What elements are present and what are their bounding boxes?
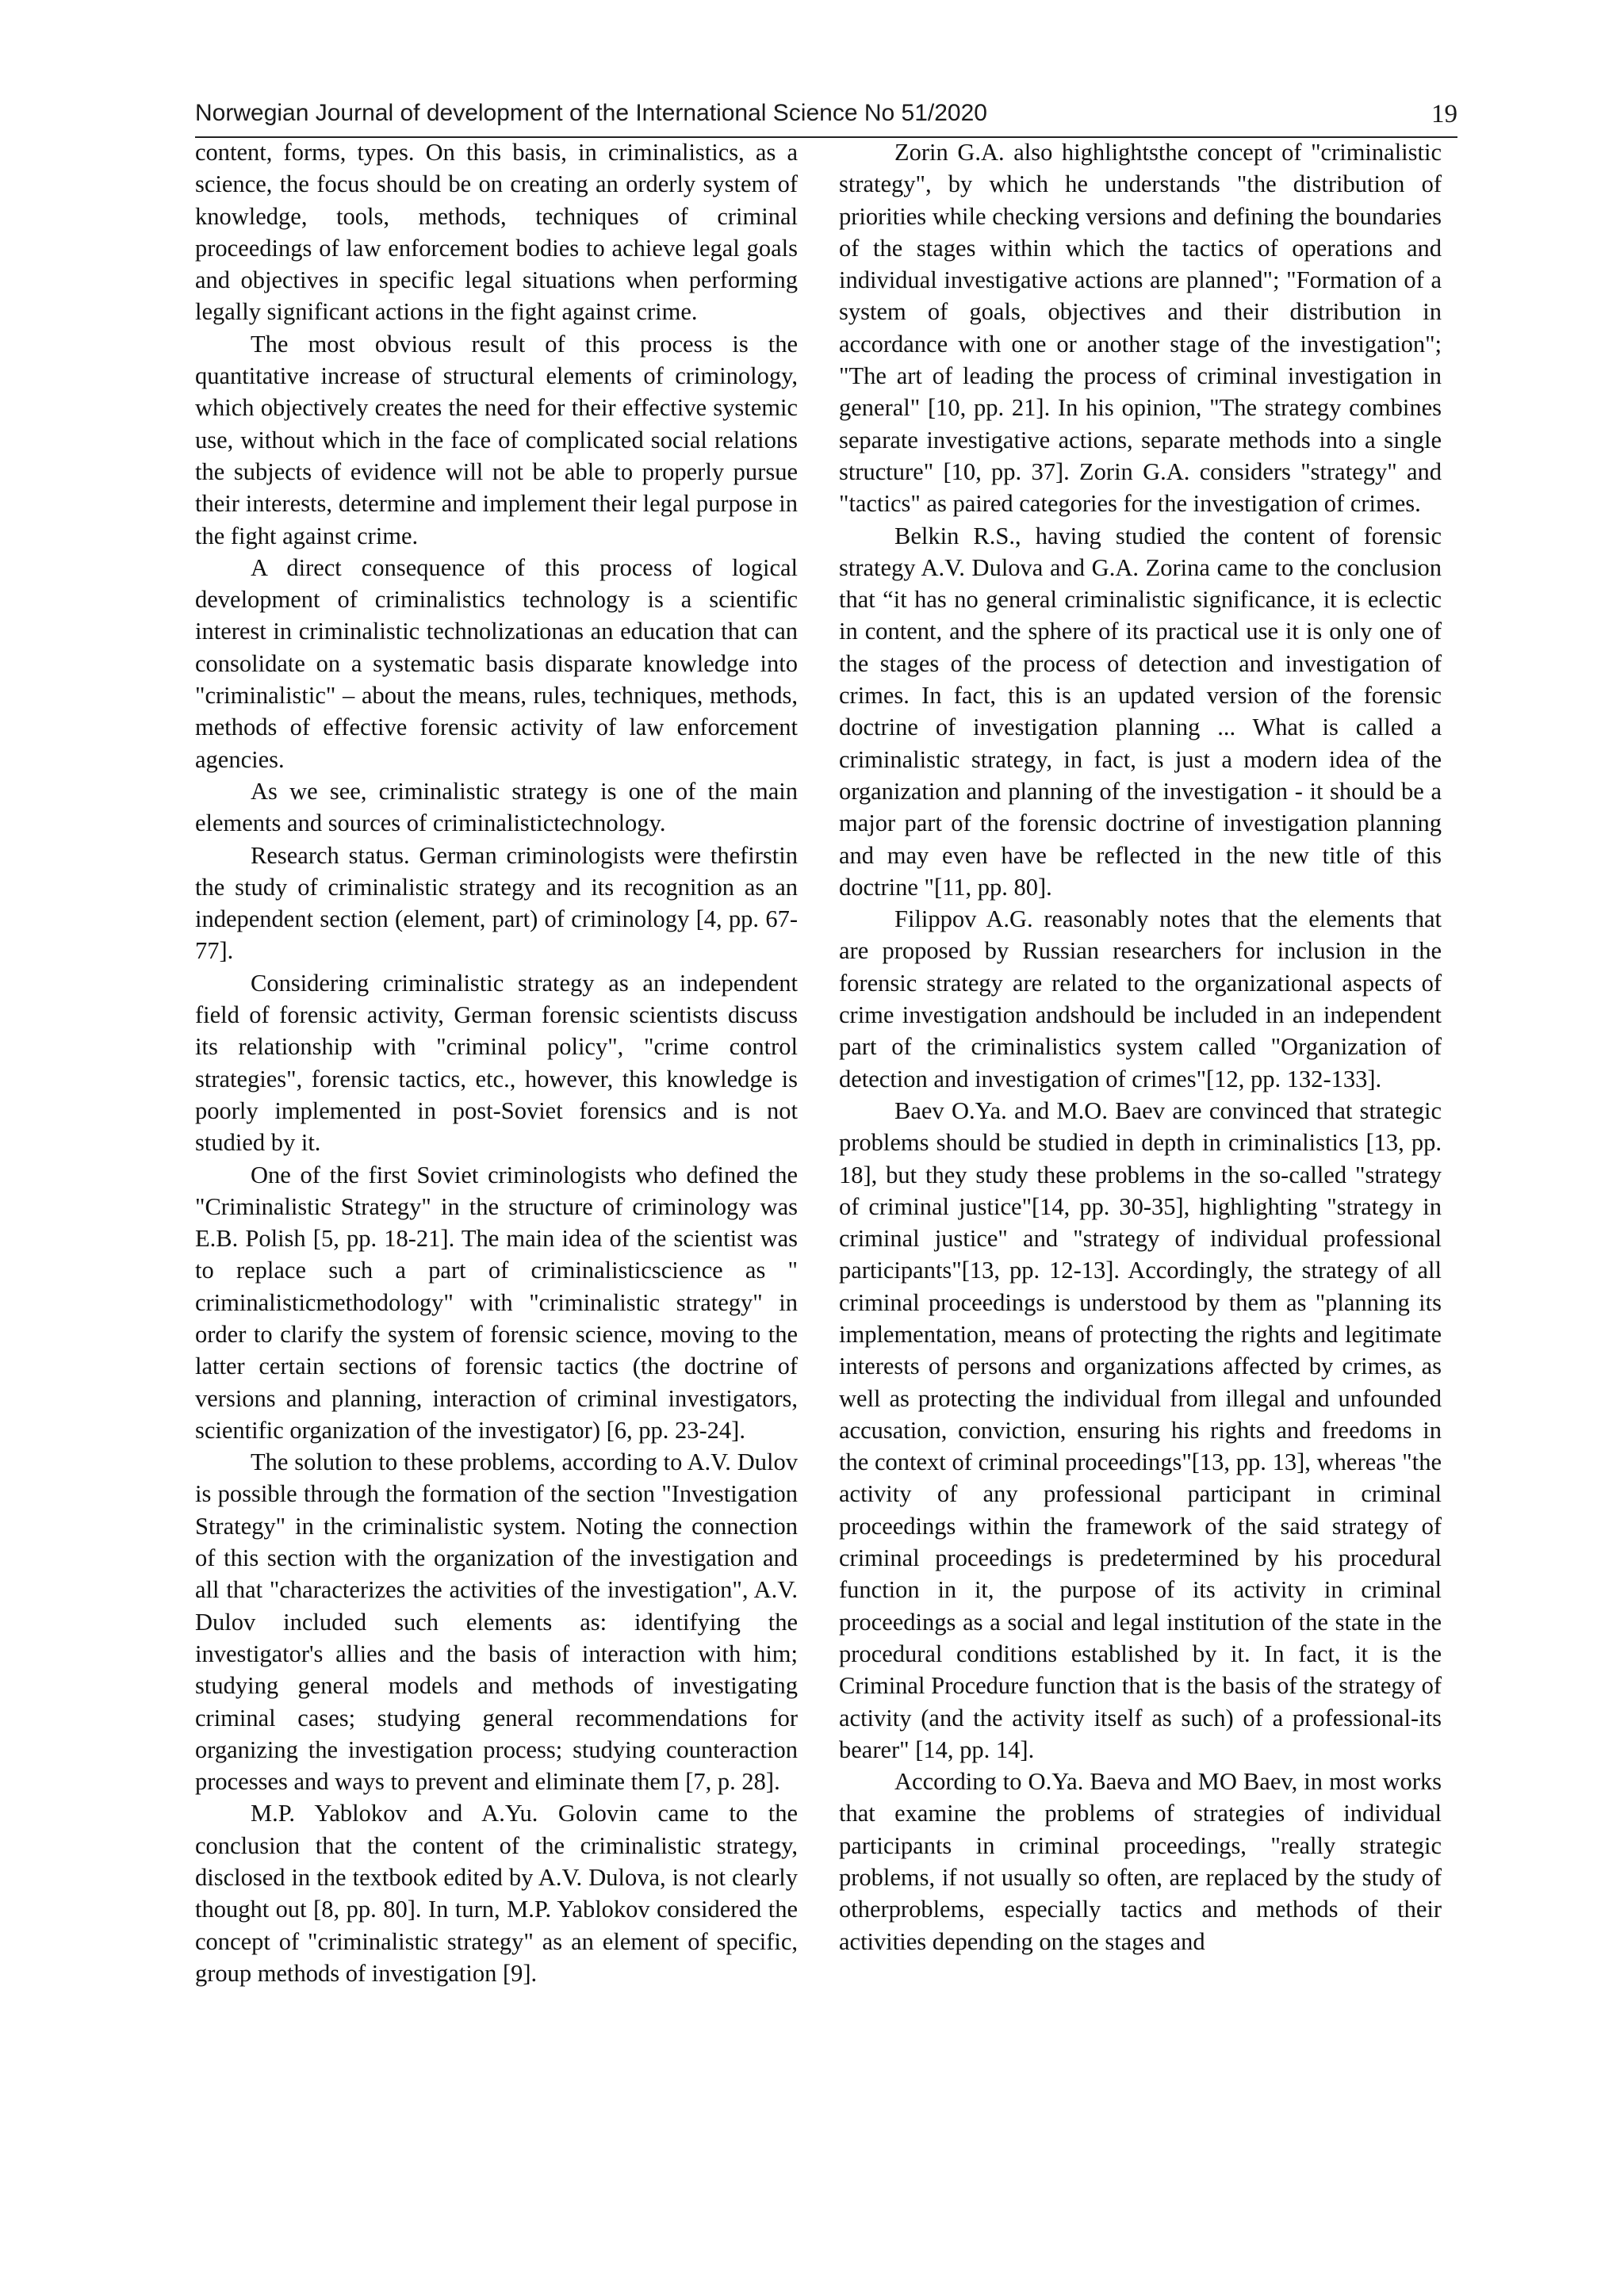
- paragraph: As we see, criminalistic strategy is one of the main elements and sources of criminalistictechnology.: [195, 777, 798, 837]
- paragraph: Research status. German criminologists were thefirstin the study of criminalistic strategy and its recognition as an independent section (element, part) of criminology [4, pp. 67-77].: [195, 841, 798, 965]
- paragraph: A direct consequence of this process of logical development of criminalistics technology is a scientific interest in criminalistic technolizationas an education that can consolidate on a systematic basis disparate knowledge into "criminalistic" – about the means, rules, techniques, methods, methods of effective forensic activity of law enforcement agencies.: [195, 553, 798, 773]
- journal-title: Norwegian Journal of development of the International Science No 51/2020: [195, 100, 987, 126]
- paragraph: content, forms, types. On this basis, in criminalistics, as a science, the focus should be on creating an orderly system of knowledge, tools, methods, techniques of criminal proceedings of law enforcement bodies to achieve legal goals and objectives in specific legal situations when performing legally significant actions in the fight against crime.: [195, 139, 798, 326]
- paragraph: Filippov A.G. reasonably notes that the elements that are proposed by Russian researchers for inclusion in the forensic strategy are related to the organizational aspects of crime investigation andshould be included in an independent part of the criminalistics system called "Organization of detection and investigation of crimes"[12, pp. 132-133].: [839, 905, 1442, 1093]
- paragraph: According to O.Ya. Baeva and MO Baev, in most works that examine the problems of strategies of individual participants in criminal proceedings, "really strategic problems, if not usually so often, are replaced by the study of otherproblems, especially tactics and methods of their activities depending on the stages and: [839, 1768, 1442, 1955]
- right-column: [839, 136, 1442, 1957]
- paragraph: Considering criminalistic strategy as an independent field of forensic activity, German forensic scientists discuss its relationship with "criminal policy", "crime control strategies", forensic tactics, etc., however, this knowledge is poorly implemented in post-Soviet forensics and is not studied by it.: [195, 969, 798, 1157]
- paragraph: Baev O.Ya. and M.O. Baev are convinced that strategic problems should be studied in depth in criminalistics [13, pp. 18], but they study these problems in the so-called "strategy of criminal justice"[14, pp. 30-35], highlighting "strategy in criminal justice" and "strategy of individual professional participants"[13, pp. 12-13]. Accordingly, the strategy of all criminal proceedings is understood by them as "planning its implementation, means of protecting the rights and legitimate interests of persons and organizations affected by crimes, as well as protecting the individual from illegal and unfounded accusation, conviction, ensuring his rights and freedoms in the context of criminal proceedings"[13, pp. 13], whereas "the activity of any professional participant in criminal proceedings within the framework of the said strategy of criminal proceedings is predetermined by his procedural function in it, the purpose of its activity in criminal proceedings as a social and legal institution of the state in the procedural conditions established by it. In fact, it is the Criminal Procedure function that is the basis of the strategy of activity (and the activity itself as such) of a professional-its bearer" [14, pp. 14].: [839, 1096, 1442, 1763]
- paragraph: The solution to these problems, according to A.V. Dulov is possible through the formation of the section "Investigation Strategy" in the criminalistic system. Noting the connection of this section with the organization of the investigation and all that "characterizes the activities of the investigation", A.V. Dulov included such elements as: identifying the investigator's allies and the basis of interaction with him; studying general models and methods of investigating criminal cases; studying general recommendations for organizing the investigation process; studying counteraction processes and ways to prevent and eliminate them [7, p. 28].: [195, 1448, 798, 1796]
- paragraph: Belkin R.S., having studied the content of forensic strategy A.V. Dulova and G.A. Zorina came to the conclusion that “it has no general criminalistic significance, it is eclectic in content, and the sphere of its practical use it is only one of the stages of the process of detection and investigation of crimes. In fact, this is an updated version of the forensic doctrine of investigation planning ... What is called a criminalistic strategy, in fact, is just a modern idea of the organization and planning of the investigation - it should be a major part of the forensic doctrine of investigation planning and may even have be reflected in the new title of this doctrine "[11, pp. 80].: [839, 522, 1442, 901]
- paragraph: One of the first Soviet criminologists who defined the "Criminalistic Strategy" in the structure of criminology was E.B. Polish [5, pp. 18-21]. The main idea of the scientist was to replace such a part of criminalisticscience as " criminalisticmethodology" with "criminalistic strategy" in order to clarify the system of forensic science, moving to the latter certain sections of forensic tactics (the doctrine of versions and planning, interaction of criminal investigators, scientific organization of the investigator) [6, pp. 23-24].: [195, 1161, 798, 1444]
- page-number: 19: [1431, 100, 1457, 128]
- paragraph: Zorin G.A. also highlightsthe concept of "criminalistic strategy", by which he understands "the distribution of priorities while checking versions and defining the boundaries of the stages within which the tactics of operations and individual investigative actions are planned"; "Formation of a system of goals, objectives and their distribution in accordance with one or another stage of the investigation"; "The art of leading the process of criminal investigation in general" [10, pp. 21]. In his opinion, "The strategy combines separate investigative actions, separate methods into a single structure" [10, pp. 37]. Zorin G.A. considers "strategy" and "tactics" as paired categories for the investigation of crimes.: [839, 139, 1442, 518]
- left-column: [195, 136, 798, 1989]
- paragraph: The most obvious result of this process is the quantitative increase of structural elements of criminology, which objectively creates the need for their effective systemic use, without which in the face of complicated social relations the subjects of evidence will not be able to properly pursue their interests, determine and implement their legal purpose in the fight against crime.: [195, 330, 798, 549]
- page-header: [195, 95, 1457, 138]
- paragraph: M.P. Yablokov and A.Yu. Golovin came to the conclusion that the content of the criminalistic strategy, disclosed in the textbook edited by A.V. Dulova, is not clearly thought out [8, pp. 80]. In turn, M.P. Yablokov considered the concept of "criminalistic strategy" as an element of specific, group methods of investigation [9].: [195, 1800, 798, 1987]
